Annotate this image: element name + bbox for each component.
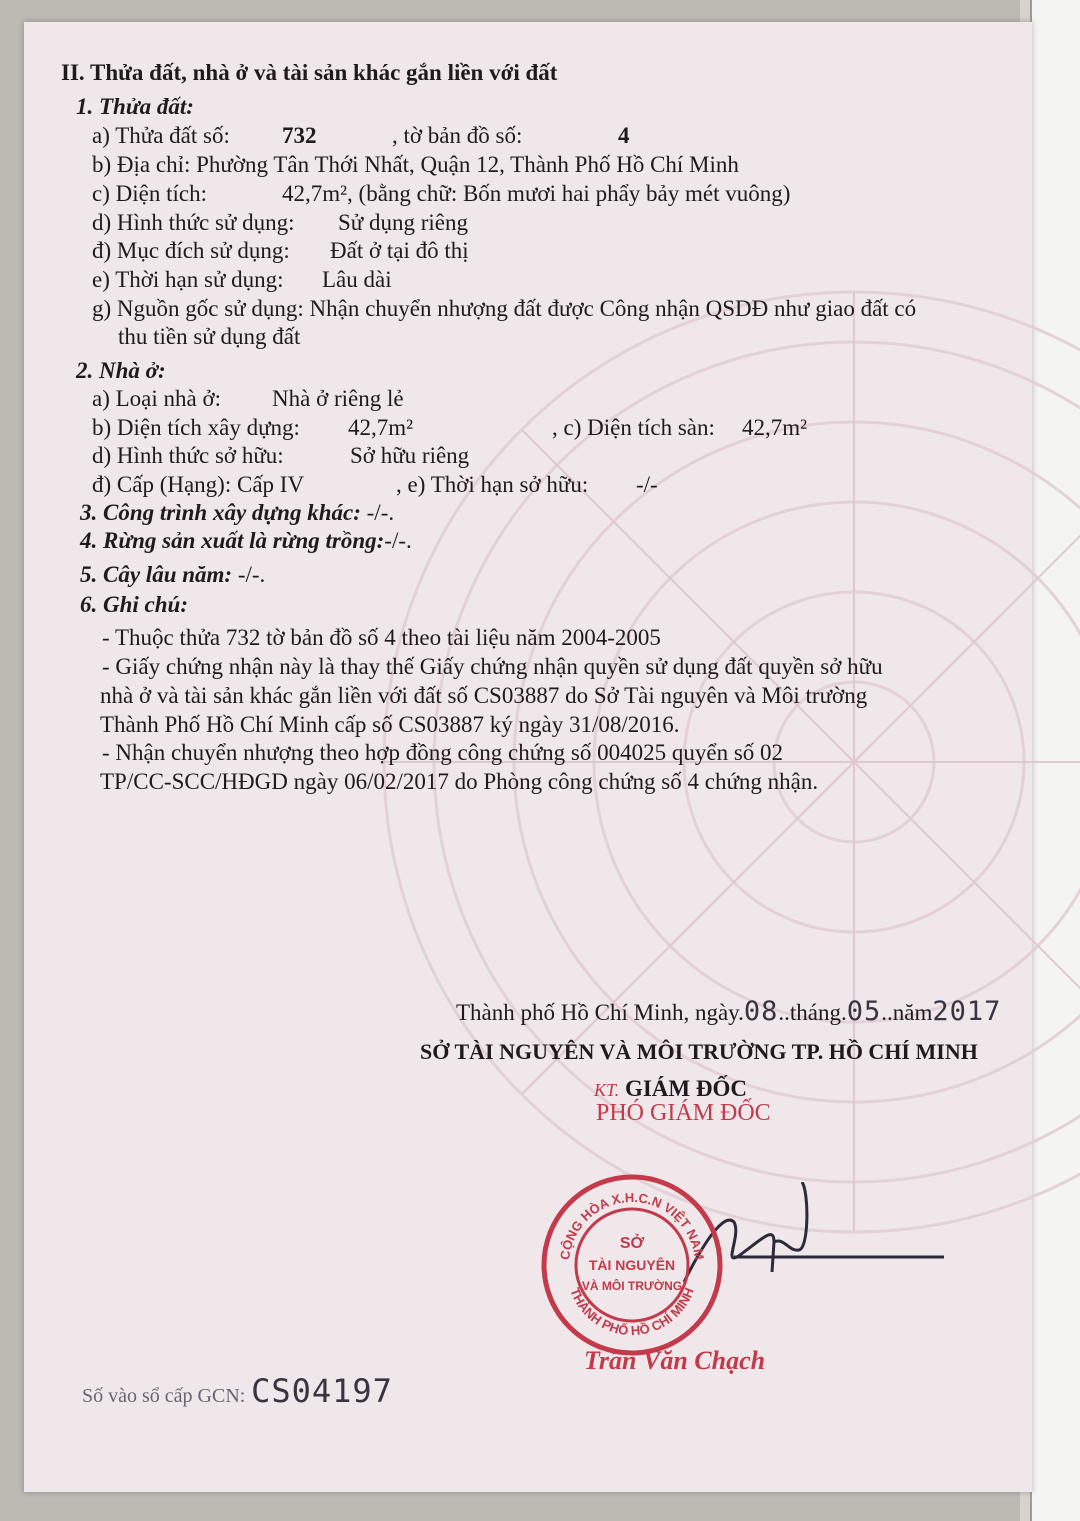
- note-line: Thành Phố Hồ Chí Minh cấp số CS03887 ký ngày 31/08/2016.: [100, 712, 680, 737]
- own-term-value: -/-: [636, 472, 658, 497]
- house-heading: 2. Nhà ở:: [76, 358, 166, 383]
- parcel-label: a) Thửa đất số:: [92, 123, 230, 148]
- seal-ring-bottom: THÀNH PHỐ HỒ CHÍ MINH: [567, 1285, 697, 1339]
- note-line: TP/CC-SCC/HĐGD ngày 06/02/2017 do Phòng công chứng số 4 chứng nhận.: [100, 769, 819, 794]
- map-label: , tờ bản đồ số:: [392, 123, 523, 148]
- floor-area-value: 42,7m²: [742, 415, 808, 440]
- term-value: Lâu dài: [322, 267, 392, 292]
- forest-label: 4. Rừng sản xuất là rừng trồng:: [80, 528, 385, 553]
- map-number: 4: [618, 123, 630, 148]
- year-handwritten: 2017: [932, 996, 1002, 1027]
- origin-line-2: thu tiền sử dụng đất: [118, 324, 301, 349]
- seal-ring-top: CỘNG HÒA X.H.C.N VIỆT NAM: [557, 1189, 707, 1261]
- trees-label: 5. Cây lâu năm:: [80, 562, 233, 587]
- year-label: năm: [892, 1000, 933, 1025]
- seal-center-1: SỞ: [619, 1235, 645, 1252]
- adjacent-page-edge: [1030, 0, 1080, 1521]
- parcel-number: 732: [282, 123, 317, 148]
- address: b) Địa chỉ: Phường Tân Thới Nhất, Quận 12, Thành Phố Hồ Chí Minh: [92, 152, 739, 177]
- grade-label: đ) Cấp (Hạng): Cấp IV: [92, 472, 305, 497]
- register-number-handwritten: CS04197: [251, 1372, 393, 1410]
- land-heading: 1. Thửa đất:: [76, 94, 194, 119]
- official-seal: [539, 1172, 725, 1358]
- other-works: [80, 500, 394, 526]
- month-handwritten: 05: [846, 996, 882, 1027]
- area-value: 42,7m², (bằng chữ: Bốn mươi hai phẩy bảy mét vuông): [282, 181, 791, 206]
- area-label: c) Diện tích:: [92, 181, 207, 206]
- ownership-value: Sở hữu riêng: [350, 443, 470, 468]
- forest: [80, 528, 412, 554]
- seal-center-2: TÀI NGUYÊN: [588, 1257, 676, 1273]
- note-line: - Nhận chuyển nhượng theo hợp đồng công chứng số 004025 quyển số 02: [102, 740, 784, 765]
- build-area-value: 42,7m²: [348, 415, 414, 440]
- term-label: e) Thời hạn sử dụng:: [92, 267, 284, 292]
- build-area-label: b) Diện tích xây dựng:: [92, 415, 300, 440]
- own-term-label: , e) Thời hạn sở hữu:: [396, 472, 589, 497]
- floor-area-label: , c) Diện tích sàn:: [552, 415, 715, 440]
- register-label: Số vào sổ cấp GCN:: [82, 1385, 246, 1407]
- note-line: - Thuộc thửa 732 tờ bản đồ số 4 theo tài liệu năm 2004-2005: [102, 625, 661, 650]
- day-handwritten: 08: [743, 996, 779, 1027]
- other-works-value: -/-.: [360, 500, 395, 525]
- kt-mark: KT.: [594, 1080, 620, 1100]
- use-form-value: Sử dụng riêng: [338, 210, 469, 235]
- signer-name: Trần Văn Chạch: [584, 1346, 766, 1375]
- deputy-director-stamp: PHÓ GIÁM ĐỐC: [596, 1100, 771, 1126]
- note-line: nhà ở và tài sản khác gắn liền với đất số CS03887 do Sở Tài nguyên và Môi trường: [100, 683, 868, 708]
- other-works-label: 3. Công trình xây dựng khác:: [80, 500, 361, 525]
- origin-line-1: g) Nguồn gốc sử dụng: Nhận chuyển nhượng đất được Công nhận QSDĐ như giao đất có: [92, 296, 917, 321]
- director-line: [594, 1076, 747, 1103]
- ownership-label: d) Hình thức sở hữu:: [92, 443, 284, 468]
- purpose-label: đ) Mục đích sử dụng:: [92, 238, 290, 263]
- seal-center-3: VÀ MÔI TRƯỜNG: [581, 1279, 683, 1293]
- section-title: II. Thửa đất, nhà ở và tài sản khác gắn liền với đất: [61, 60, 558, 85]
- register-line: [82, 1372, 393, 1410]
- house-type-label: a) Loại nhà ở:: [92, 386, 222, 411]
- notes-heading: 6. Ghi chú:: [80, 592, 188, 617]
- svg-text:THÀNH PHỐ HỒ CHÍ MINH: [567, 1286, 697, 1339]
- agency-name: SỞ TÀI NGUYÊN VÀ MÔI TRƯỜNG TP. HỒ CHÍ MINH: [420, 1039, 978, 1064]
- forest-value: -/-.: [384, 528, 412, 553]
- note-line: - Giấy chứng nhận này là thay thế Giấy chứng nhận quyền sử dụng đất quyền sở hữu: [102, 654, 883, 679]
- place-date: Thành phố Hồ Chí Minh, ngày.08..tháng.05..năm2017: [456, 996, 1002, 1027]
- certificate-page: [24, 22, 1032, 1492]
- use-form-label: d) Hình thức sử dụng:: [92, 210, 295, 235]
- trees-value: -/-.: [232, 562, 266, 587]
- trees: [80, 562, 265, 588]
- purpose-value: Đất ở tại đô thị: [330, 238, 469, 263]
- director-title: GIÁM ĐỐC: [624, 1076, 747, 1101]
- house-type-value: Nhà ở riêng lẻ: [272, 386, 404, 411]
- month-label: tháng: [789, 1000, 842, 1025]
- place-date-prefix: Thành phố Hồ Chí Minh, ngày: [456, 1000, 739, 1025]
